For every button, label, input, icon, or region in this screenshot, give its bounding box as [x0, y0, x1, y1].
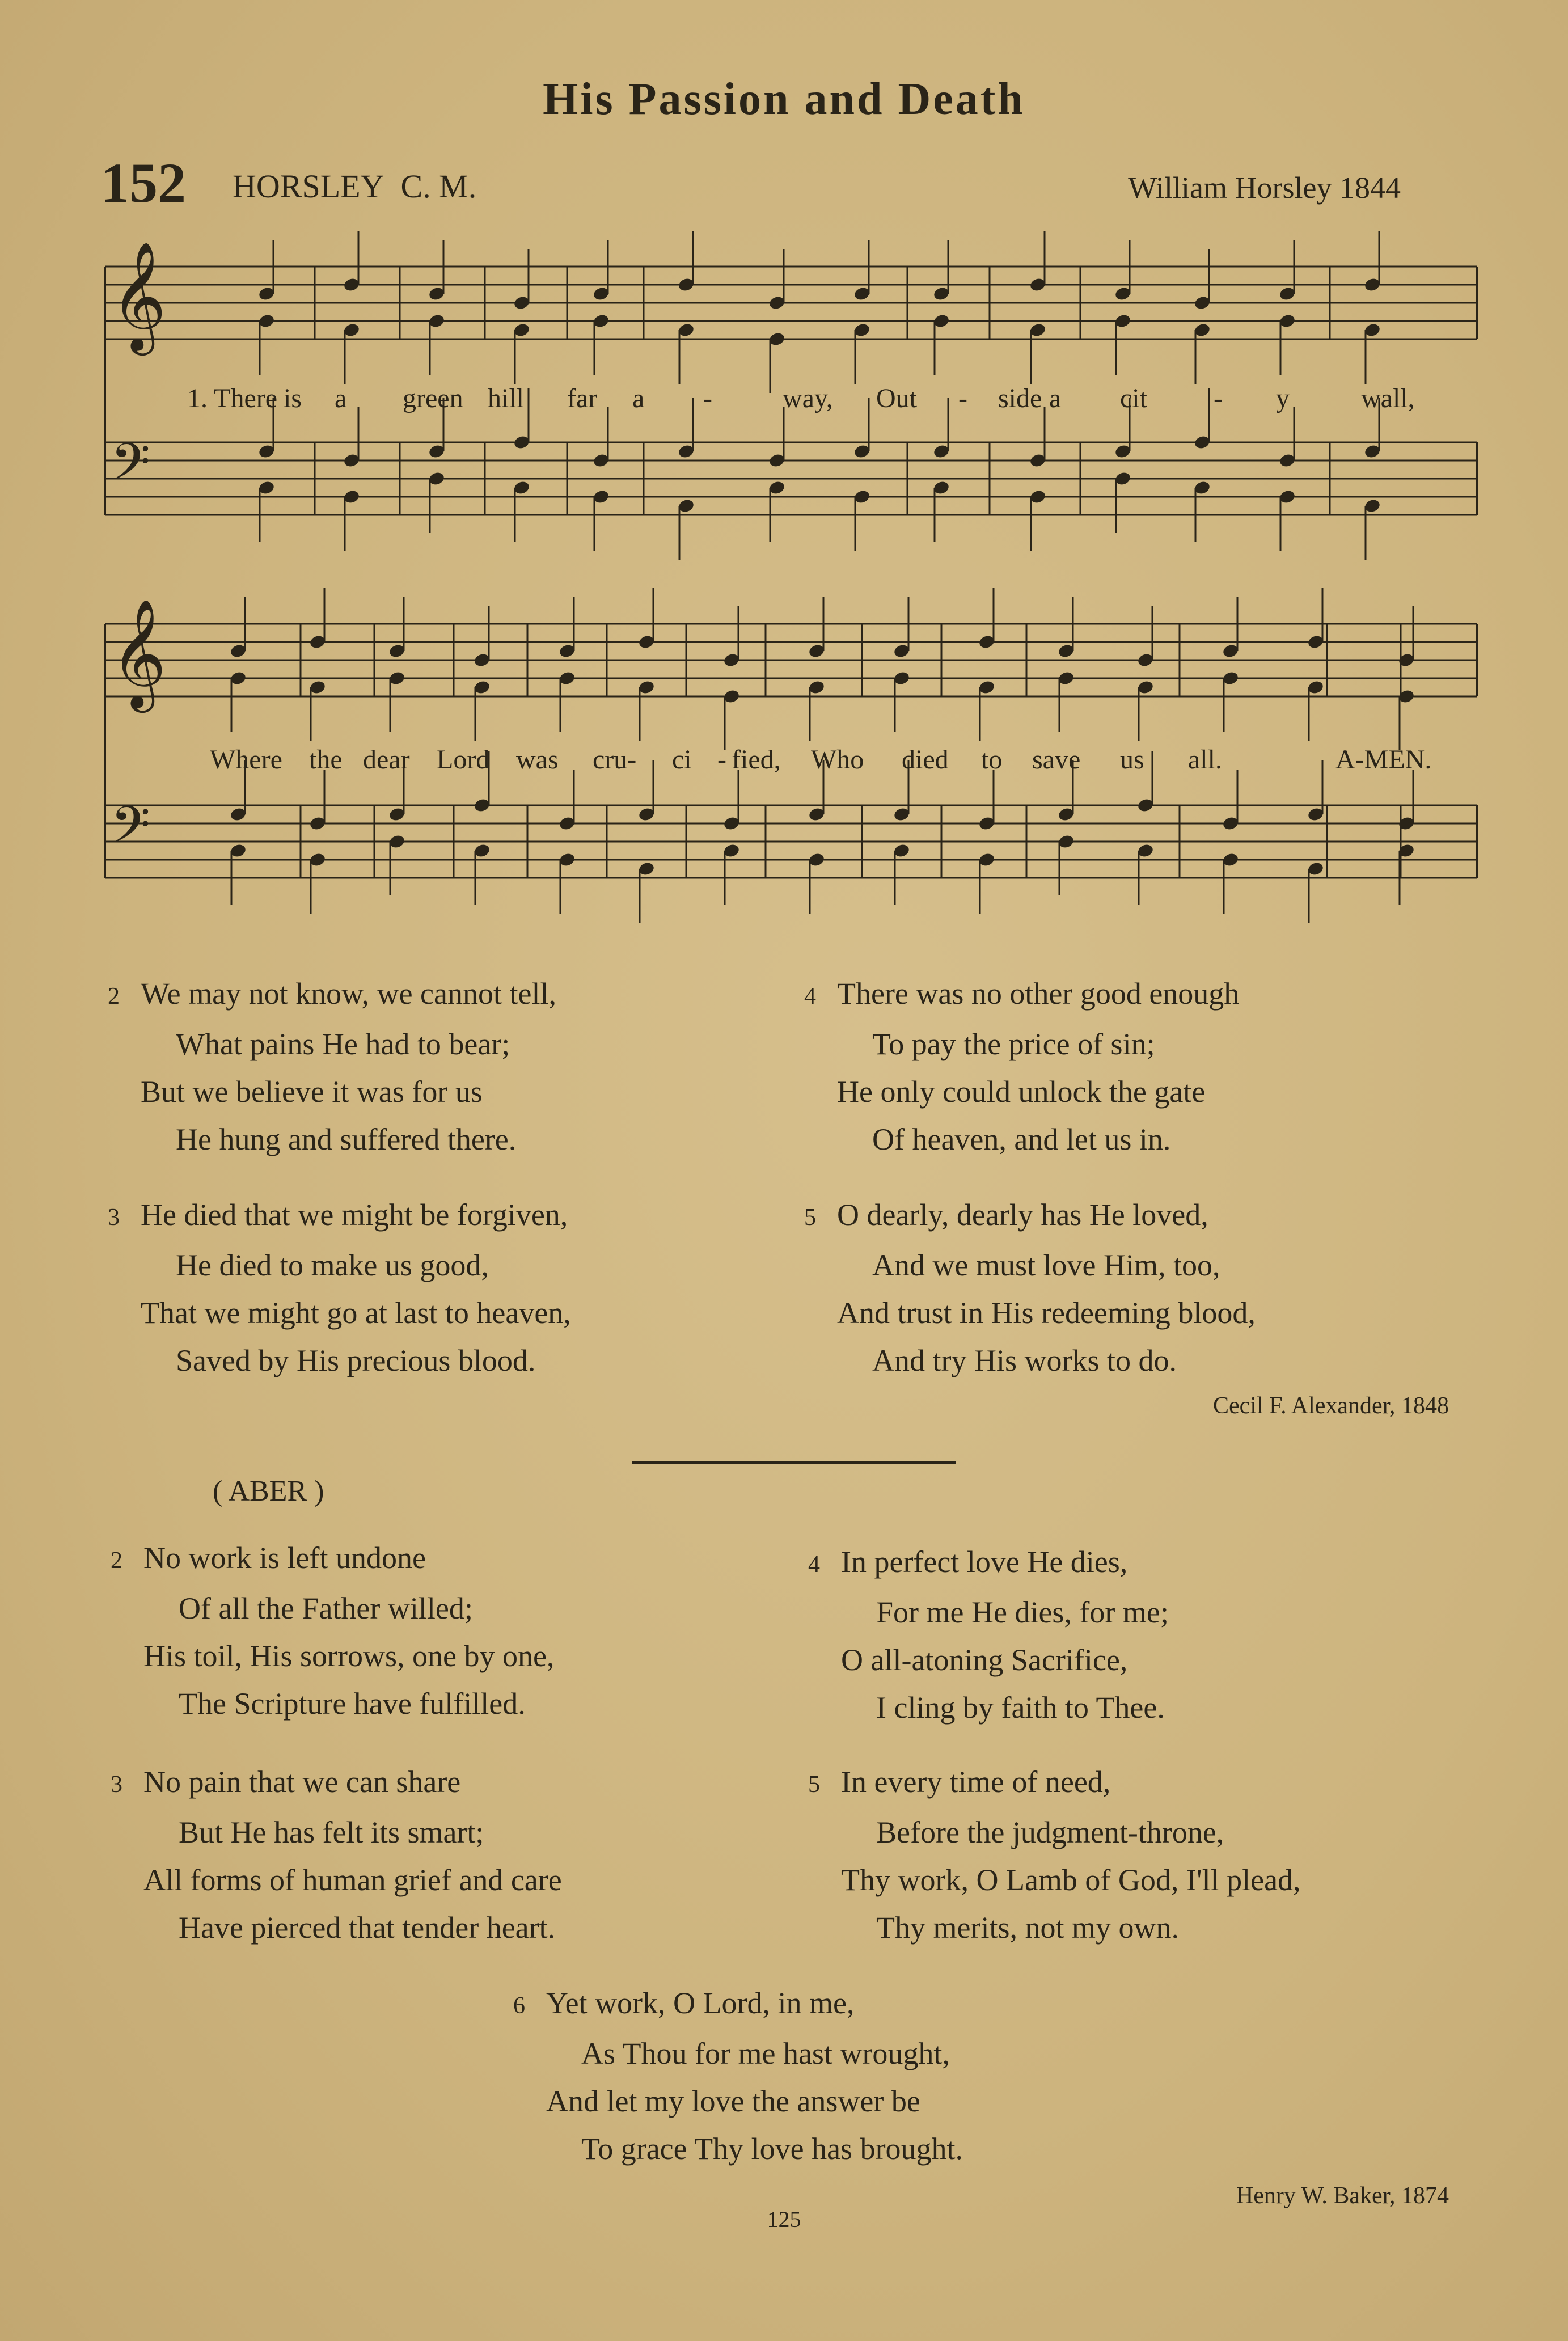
verse-line: In every time of need,: [841, 1765, 1111, 1799]
aber-verse-4: [808, 1538, 1169, 1731]
lyric-syllable: way,: [783, 383, 833, 413]
lyric-syllable: Who: [811, 745, 864, 775]
verse-line: All forms of human grief and care: [143, 1863, 562, 1897]
hymn-number: 152: [101, 151, 186, 214]
lyric-syllable: us: [1120, 745, 1144, 775]
amen-label: A-MEN.: [1335, 745, 1432, 775]
aber-label: ( ABER ): [213, 1475, 324, 1507]
composer: William Horsley 1844: [1128, 171, 1401, 205]
verse-line: And let my love the answer be: [546, 2084, 920, 2118]
verse-line: Of heaven, and let us in.: [872, 1122, 1171, 1156]
lyric-syllable: 1. There: [187, 383, 278, 413]
aber-verse-5: [808, 1758, 1301, 1951]
aber-verse-3: [111, 1758, 562, 1951]
tune-meter: C. M.: [400, 168, 477, 205]
verse-number: 4: [808, 1552, 820, 1578]
lyric-syllable: to: [981, 745, 1003, 775]
verse-line: We may not know, we cannot tell,: [141, 977, 556, 1011]
verse-2: [108, 970, 556, 1163]
aber-verse-2: [111, 1534, 554, 1727]
lyric-syllable: a: [1049, 383, 1062, 413]
verse-line: No pain that we can share: [143, 1765, 461, 1799]
verse-line: O dearly, dearly has He loved,: [837, 1198, 1208, 1232]
verse-line: No work is left undone: [143, 1541, 426, 1575]
verse-line: Thy merits, not my own.: [876, 1911, 1179, 1945]
bass-clef: 𝄢: [111, 797, 150, 867]
verse-line: He died to make us good,: [176, 1248, 489, 1282]
lyric-syllable: -: [1214, 383, 1223, 413]
lyric-syllable: the: [309, 745, 343, 775]
lyric-syllable: ci: [672, 745, 692, 775]
verse-line: There was no other good enough: [837, 977, 1240, 1011]
lyric-syllable: fied,: [732, 745, 781, 775]
author-attribution: Cecil F. Alexander, 1848: [1212, 1393, 1449, 1419]
lyric-syllable: Where: [210, 745, 282, 775]
tune-title: HORSLEY: [233, 168, 384, 205]
verse-line: Saved by His precious blood.: [176, 1343, 536, 1377]
verse-number: 5: [808, 1772, 820, 1798]
verse-line: Have pierced that tender heart.: [179, 1911, 556, 1945]
lyric-syllable: wall,: [1361, 383, 1415, 413]
verse-line: Thy work, O Lamb of God, I'll plead,: [841, 1863, 1301, 1897]
verse-line: And trust in His redeeming blood,: [837, 1296, 1256, 1330]
verse-line: His toil, His sorrows, one by one,: [143, 1639, 555, 1673]
verse-line: In perfect love He dies,: [841, 1545, 1128, 1579]
treble-clef: 𝄞: [111, 601, 167, 706]
section-title: His Passion and Death: [543, 74, 1025, 124]
verse-line: He died that we might be forgiven,: [141, 1198, 568, 1232]
lyric-syllable: a: [632, 383, 645, 413]
lyric-syllable: far: [567, 383, 598, 413]
verse-number: 2: [111, 1548, 122, 1574]
verse-line: And we must love Him, too,: [872, 1248, 1220, 1282]
lyric-syllable: y: [1276, 383, 1290, 413]
lyric-syllable: cru-: [593, 745, 637, 775]
verse-line: But we believe it was for us: [141, 1075, 483, 1109]
lyric-syllable: -: [703, 383, 712, 413]
lyric-syllable: cit: [1120, 383, 1147, 413]
verse-line: He hung and suffered there.: [176, 1122, 517, 1156]
verse-line: Yet work, O Lord, in me,: [546, 1986, 855, 2020]
verse-line: O all-atoning Sacrifice,: [841, 1643, 1128, 1677]
verse-line: That we might go at last to heaven,: [141, 1296, 571, 1330]
verse-number: 5: [804, 1205, 816, 1231]
music-notation: [0, 0, 1568, 964]
lyric-syllable: a: [335, 383, 347, 413]
lyric-syllable: all.: [1188, 745, 1222, 775]
verse-line: As Thou for me hast wrought,: [581, 2036, 950, 2070]
verse-line: But He has felt its smart;: [179, 1815, 484, 1849]
verse-number: 2: [108, 983, 120, 1009]
lyric-syllable: is: [284, 383, 302, 413]
bass-clef: 𝄢: [111, 434, 150, 504]
lyric-syllable: Out: [876, 383, 917, 413]
page-number: 125: [767, 2207, 801, 2232]
author-attribution: Henry W. Baker, 1874: [1236, 2183, 1449, 2209]
verse-line: What pains He had to bear;: [176, 1027, 510, 1061]
verse-number: 6: [513, 1993, 525, 2019]
verse-3: [108, 1191, 571, 1384]
verse-line: For me He dies, for me;: [876, 1595, 1169, 1629]
verse-line: He only could unlock the gate: [837, 1075, 1206, 1109]
verse-4: [804, 970, 1239, 1163]
lyric-syllable: hill: [488, 383, 525, 413]
lyric-syllable: Lord: [437, 745, 490, 775]
verse-line: I cling by faith to Thee.: [876, 1691, 1165, 1725]
verse-line: Before the judgment-throne,: [876, 1815, 1224, 1849]
verse-number: 3: [108, 1205, 120, 1231]
verse-number: 3: [111, 1772, 122, 1798]
lyric-syllable: save: [1032, 745, 1081, 775]
verse-line: To pay the price of sin;: [872, 1027, 1155, 1061]
treble-clef: 𝄞: [111, 244, 167, 349]
aber-verse-6: [513, 1979, 963, 2173]
lyric-syllable: dear: [363, 745, 410, 775]
divider: [632, 1461, 956, 1464]
lyric-syllable: side: [998, 383, 1042, 413]
lyric-syllable: was: [516, 745, 559, 775]
lyric-syllable: -: [717, 745, 726, 775]
verse-5: [804, 1191, 1256, 1384]
verse-line: To grace Thy love has brought.: [581, 2132, 963, 2166]
verse-line: The Scripture have fulfilled.: [179, 1687, 526, 1721]
verse-line: Of all the Father willed;: [179, 1591, 473, 1625]
lyric-syllable: -: [958, 383, 967, 413]
verse-number: 4: [804, 983, 816, 1009]
lyric-syllable: green: [403, 383, 463, 413]
verse-line: And try His works to do.: [872, 1343, 1177, 1377]
lyric-syllable: died: [902, 745, 949, 775]
